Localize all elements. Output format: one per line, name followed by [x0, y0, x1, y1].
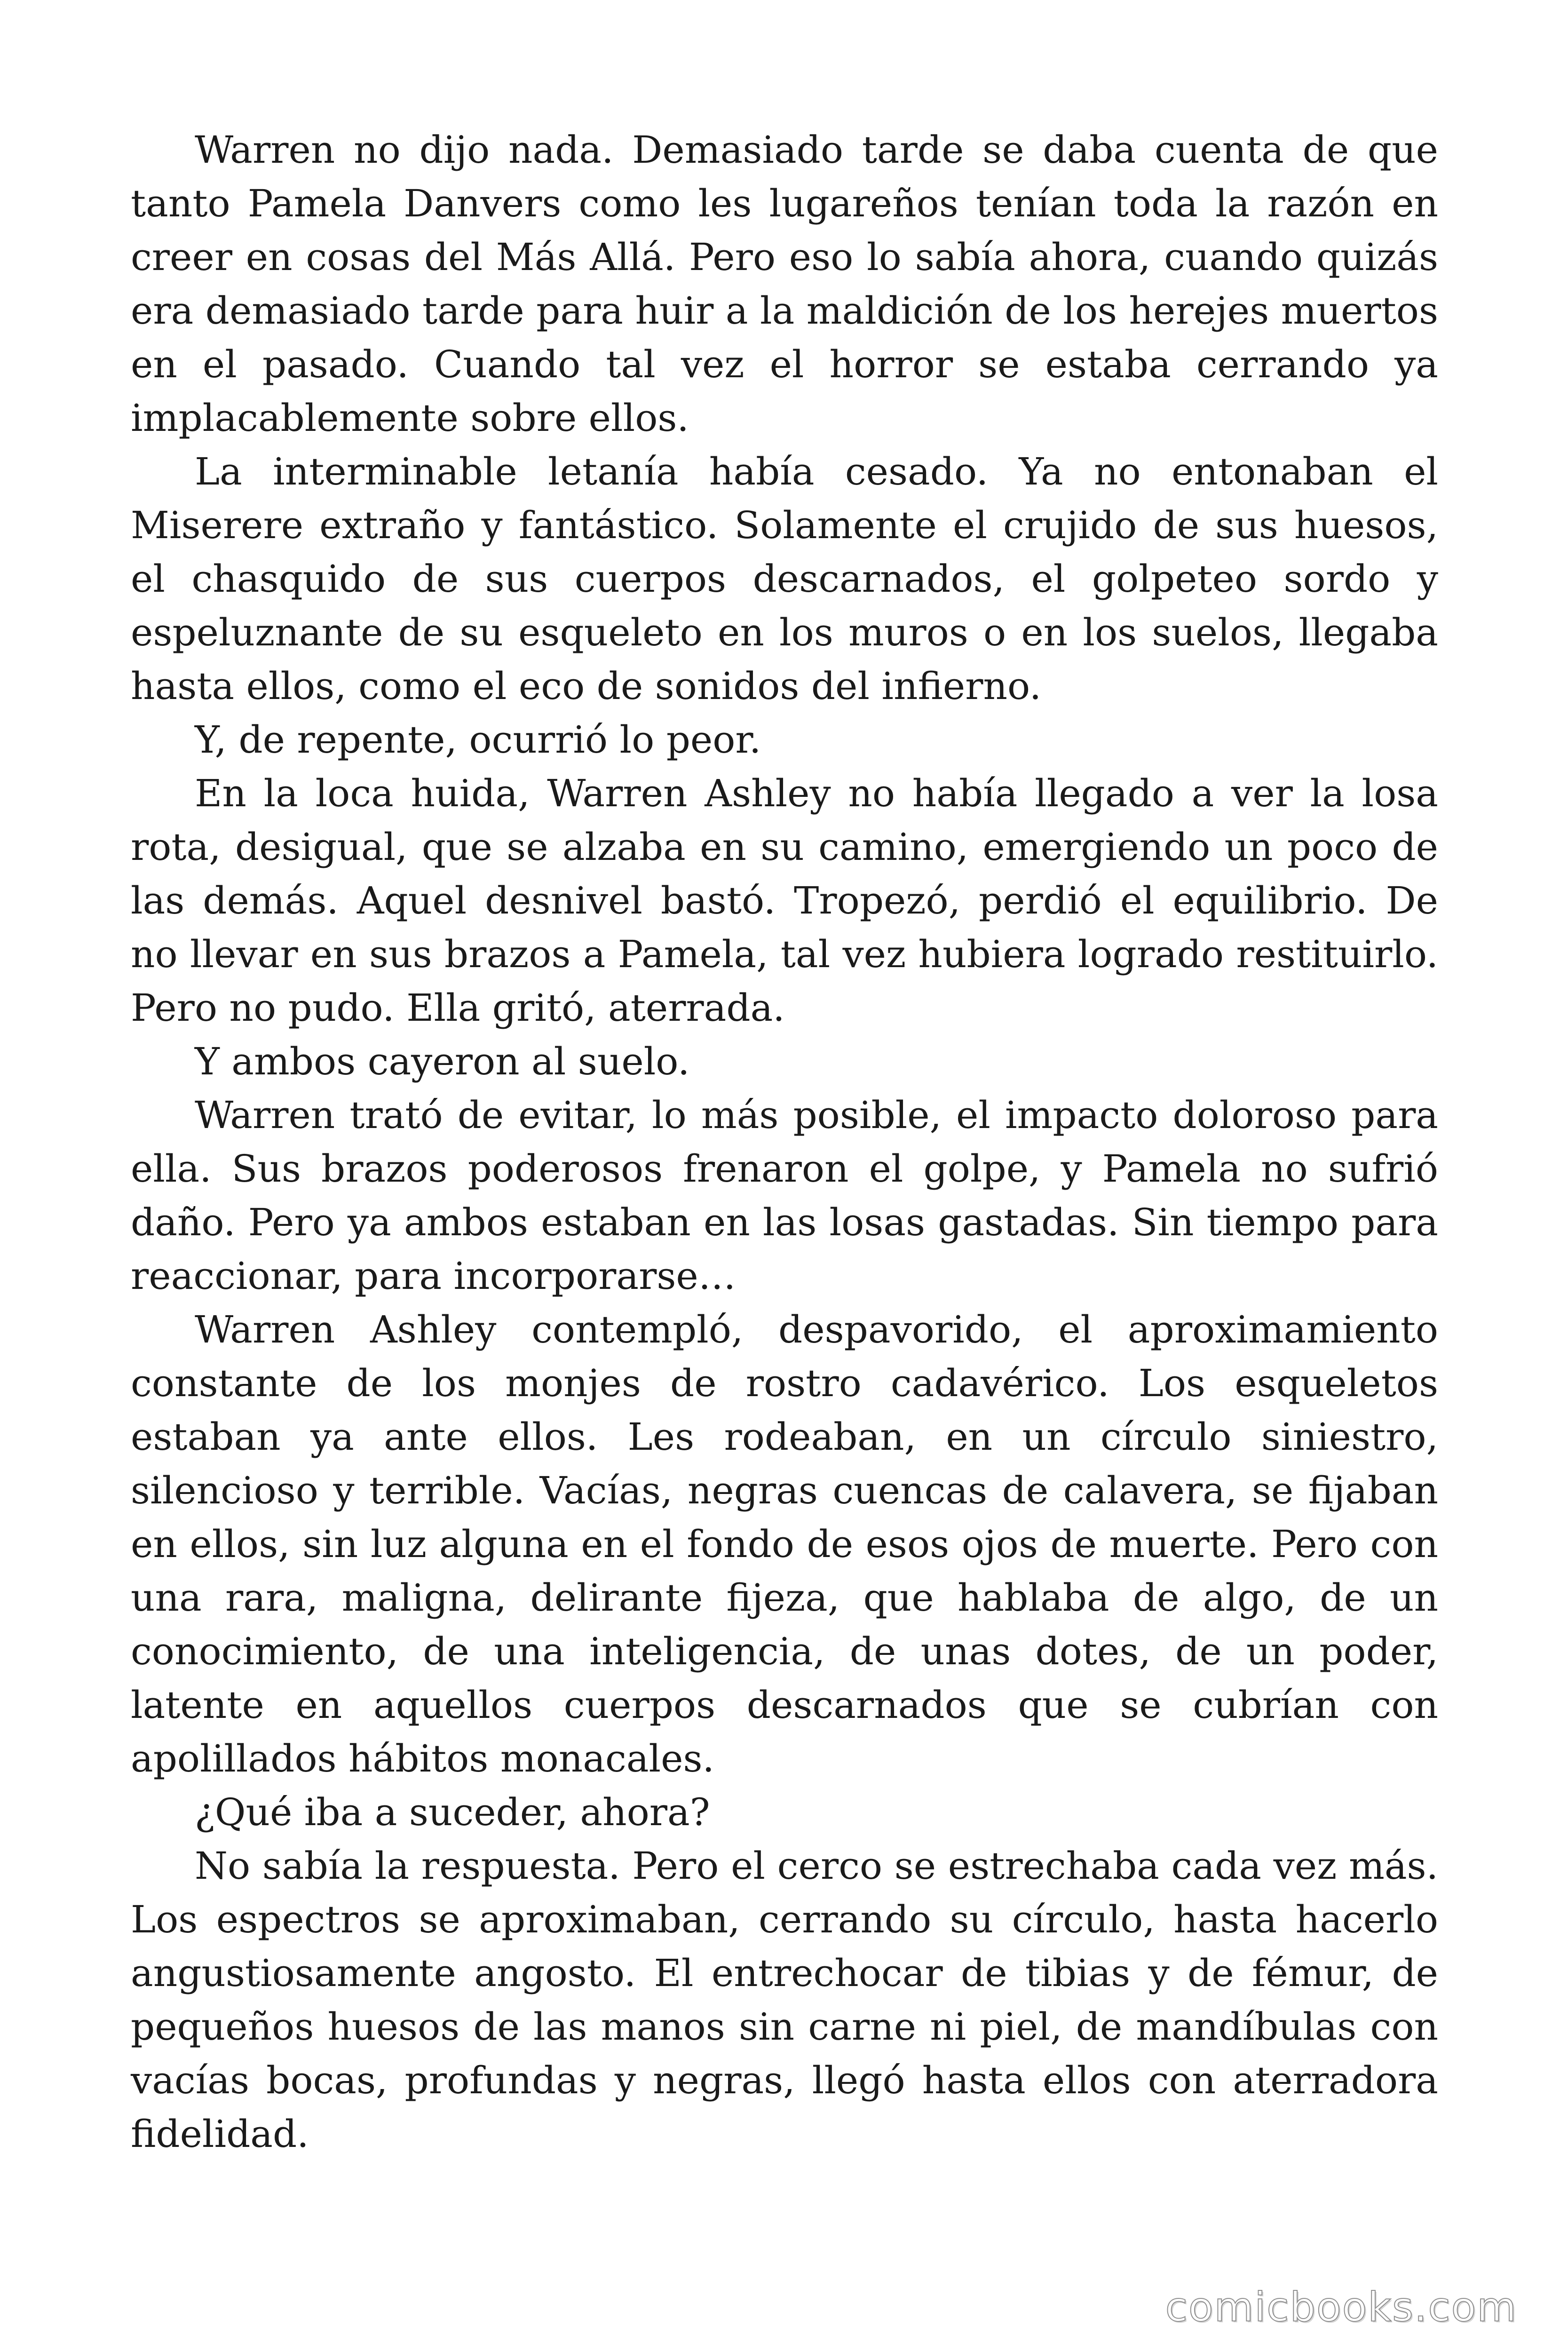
paragraph: En la loca huida, Warren Ashley no había llegado a ver la losa rota, desigual, que se alzaba en su camino, emergiendo un poco de las demás. Aquel desnivel bastó. Tropezó, perdió el equilibrio. De no llevar en sus brazos a Pamela, tal vez hubiera logrado restituirlo. Pero no pudo. Ella gritó, aterrada.	[131, 771, 1438, 1030]
paragraph: Warren no dijo nada. Demasiado tarde se daba cuenta de que tanto Pamela Danvers como les lugareños tenían toda la razón en creer en cosas del Más Allá. Pero eso lo sabía ahora, cuando quizás era demasiado tarde para huir a la maldición de los herejes muertos en el pasado. Cuando tal vez el horror se estaba cerrando ya implacablemente sobre ellos.	[131, 128, 1438, 440]
paragraph: ¿Qué iba a suceder, ahora?	[195, 1790, 710, 1834]
paragraph: La interminable letanía había cesado. Ya no entonaban el Miserere extraño y fantástico. Solamente el crujido de sus huesos, el chasquido de sus cuerpos descarnados, el golpeteo sordo y espeluznante de su esqueleto en los muros o en los suelos, llegaba hasta ellos, como el eco de sonidos del infierno.	[131, 450, 1438, 708]
paragraph: Warren Ashley contempló, despavorido, el aproximamiento constante de los monjes de rostro cadavérico. Los esqueletos estaban ya ante ellos. Les rodeaban, en un círculo siniestro, silencioso y terrible. Vacías, negras cuencas de calavera, se fijaban en ellos, sin luz alguna en el fondo de esos ojos de muerte. Pero con una rara, maligna, delirante fijeza, que hablaba de algo, de un conocimiento, de una inteligencia, de unas dotes, de un poder, latente en aquellos cuerpos descarnados que se cubrían con apolillados hábitos monacales.	[131, 1308, 1438, 1780]
paragraph: No sabía la respuesta. Pero el cerco se estrechaba cada vez más. Los espectros se aproximaban, cerrando su círculo, hasta hacerlo angustiosamente angosto. El entrechocar de tibias y de fémur, de pequeños huesos de las manos sin carne ni piel, de mandíbulas con vacías bocas, profundas y negras, llegó hasta ellos con aterradora fidelidad.	[131, 1844, 1438, 2156]
paragraph: Y ambos cayeron al suelo.	[195, 1040, 690, 1083]
paragraph: Warren trató de evitar, lo más posible, el impacto doloroso para ella. Sus brazos poderosos frenaron el golpe, y Pamela no sufrió daño. Pero ya ambos estaban en las losas gastadas. Sin tiempo para reaccionar, para incorporarse…	[131, 1093, 1438, 1298]
watermark: comicbooks.com	[1165, 2284, 1517, 2331]
paragraph: Y, de repente, ocurrió lo peor.	[195, 718, 761, 762]
page-body	[131, 123, 1438, 2161]
